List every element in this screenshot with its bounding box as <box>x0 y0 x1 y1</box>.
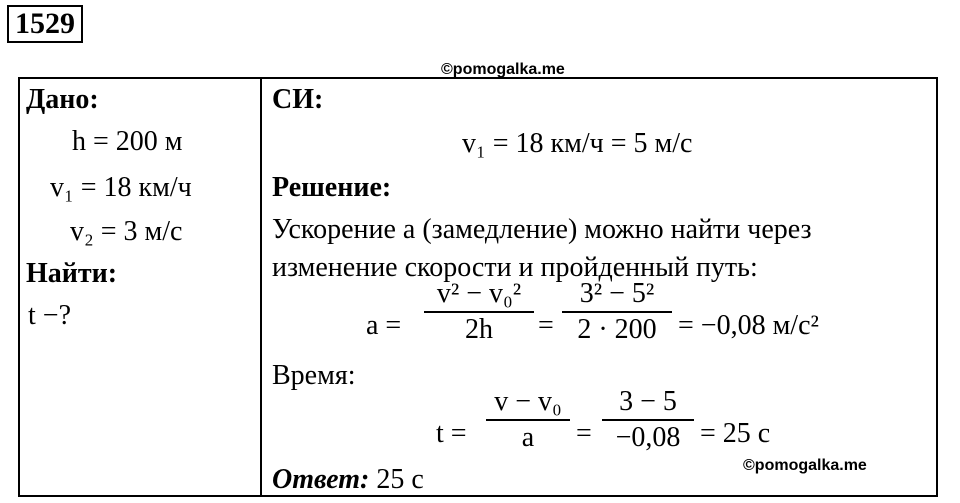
given-height: h = 200 м <box>72 126 183 157</box>
eq2-fraction-2 <box>602 385 694 455</box>
solution-table <box>18 77 938 497</box>
watermark-top: ©pomogalka.me <box>441 61 565 78</box>
time-label: Время: <box>272 360 356 391</box>
eq2-fraction-1 <box>486 385 570 455</box>
given-v1: v₁ = 18 км/ч <box>50 172 192 203</box>
eq2-lhs: t = <box>436 418 467 449</box>
si-heading: СИ: <box>272 84 324 115</box>
solution-text-1: Ускорение a (замедление) можно найти через <box>272 214 812 245</box>
eq2-frac2-denominator: −0,08 <box>615 422 681 453</box>
given-heading: Дано: <box>26 84 99 115</box>
eq2-frac1-denominator: a <box>521 422 535 453</box>
si-conversion: v₁ = 18 км/ч = 5 м/с <box>462 128 693 159</box>
column-divider <box>260 79 262 495</box>
eq2-frac2-numerator: 3 − 5 <box>602 385 694 421</box>
eq1-frac1-denominator: 2h <box>465 314 493 345</box>
solution-text-2: изменение скорости и пройденный путь: <box>272 252 758 283</box>
eq1-equals: = <box>538 310 554 341</box>
eq1-lhs: a = <box>366 310 402 341</box>
eq1-frac2-numerator: 3² − 5² <box>562 277 672 313</box>
watermark-bottom: ©pomogalka.me <box>743 457 867 474</box>
eq1-result: = −0,08 м/с² <box>678 310 819 341</box>
eq1-fraction-1 <box>424 277 534 347</box>
answer-label: Ответ: <box>272 464 370 495</box>
find-value: t −? <box>28 300 71 331</box>
eq2-frac1-numerator: v − v₀ <box>486 385 570 421</box>
solution-heading: Решение: <box>272 172 392 203</box>
problem-number: 1529 <box>7 5 83 43</box>
given-v2: v₂ = 3 м/с <box>70 216 183 247</box>
eq2-equals: = <box>576 418 592 449</box>
answer-line <box>272 465 424 495</box>
find-heading: Найти: <box>26 258 118 289</box>
eq2-result: = 25 с <box>700 418 771 449</box>
eq1-fraction-2 <box>562 277 672 347</box>
eq1-frac2-denominator: 2 · 200 <box>577 314 657 345</box>
answer-value: 25 с <box>376 464 424 495</box>
eq1-frac1-numerator: v² − v₀² <box>424 277 534 313</box>
